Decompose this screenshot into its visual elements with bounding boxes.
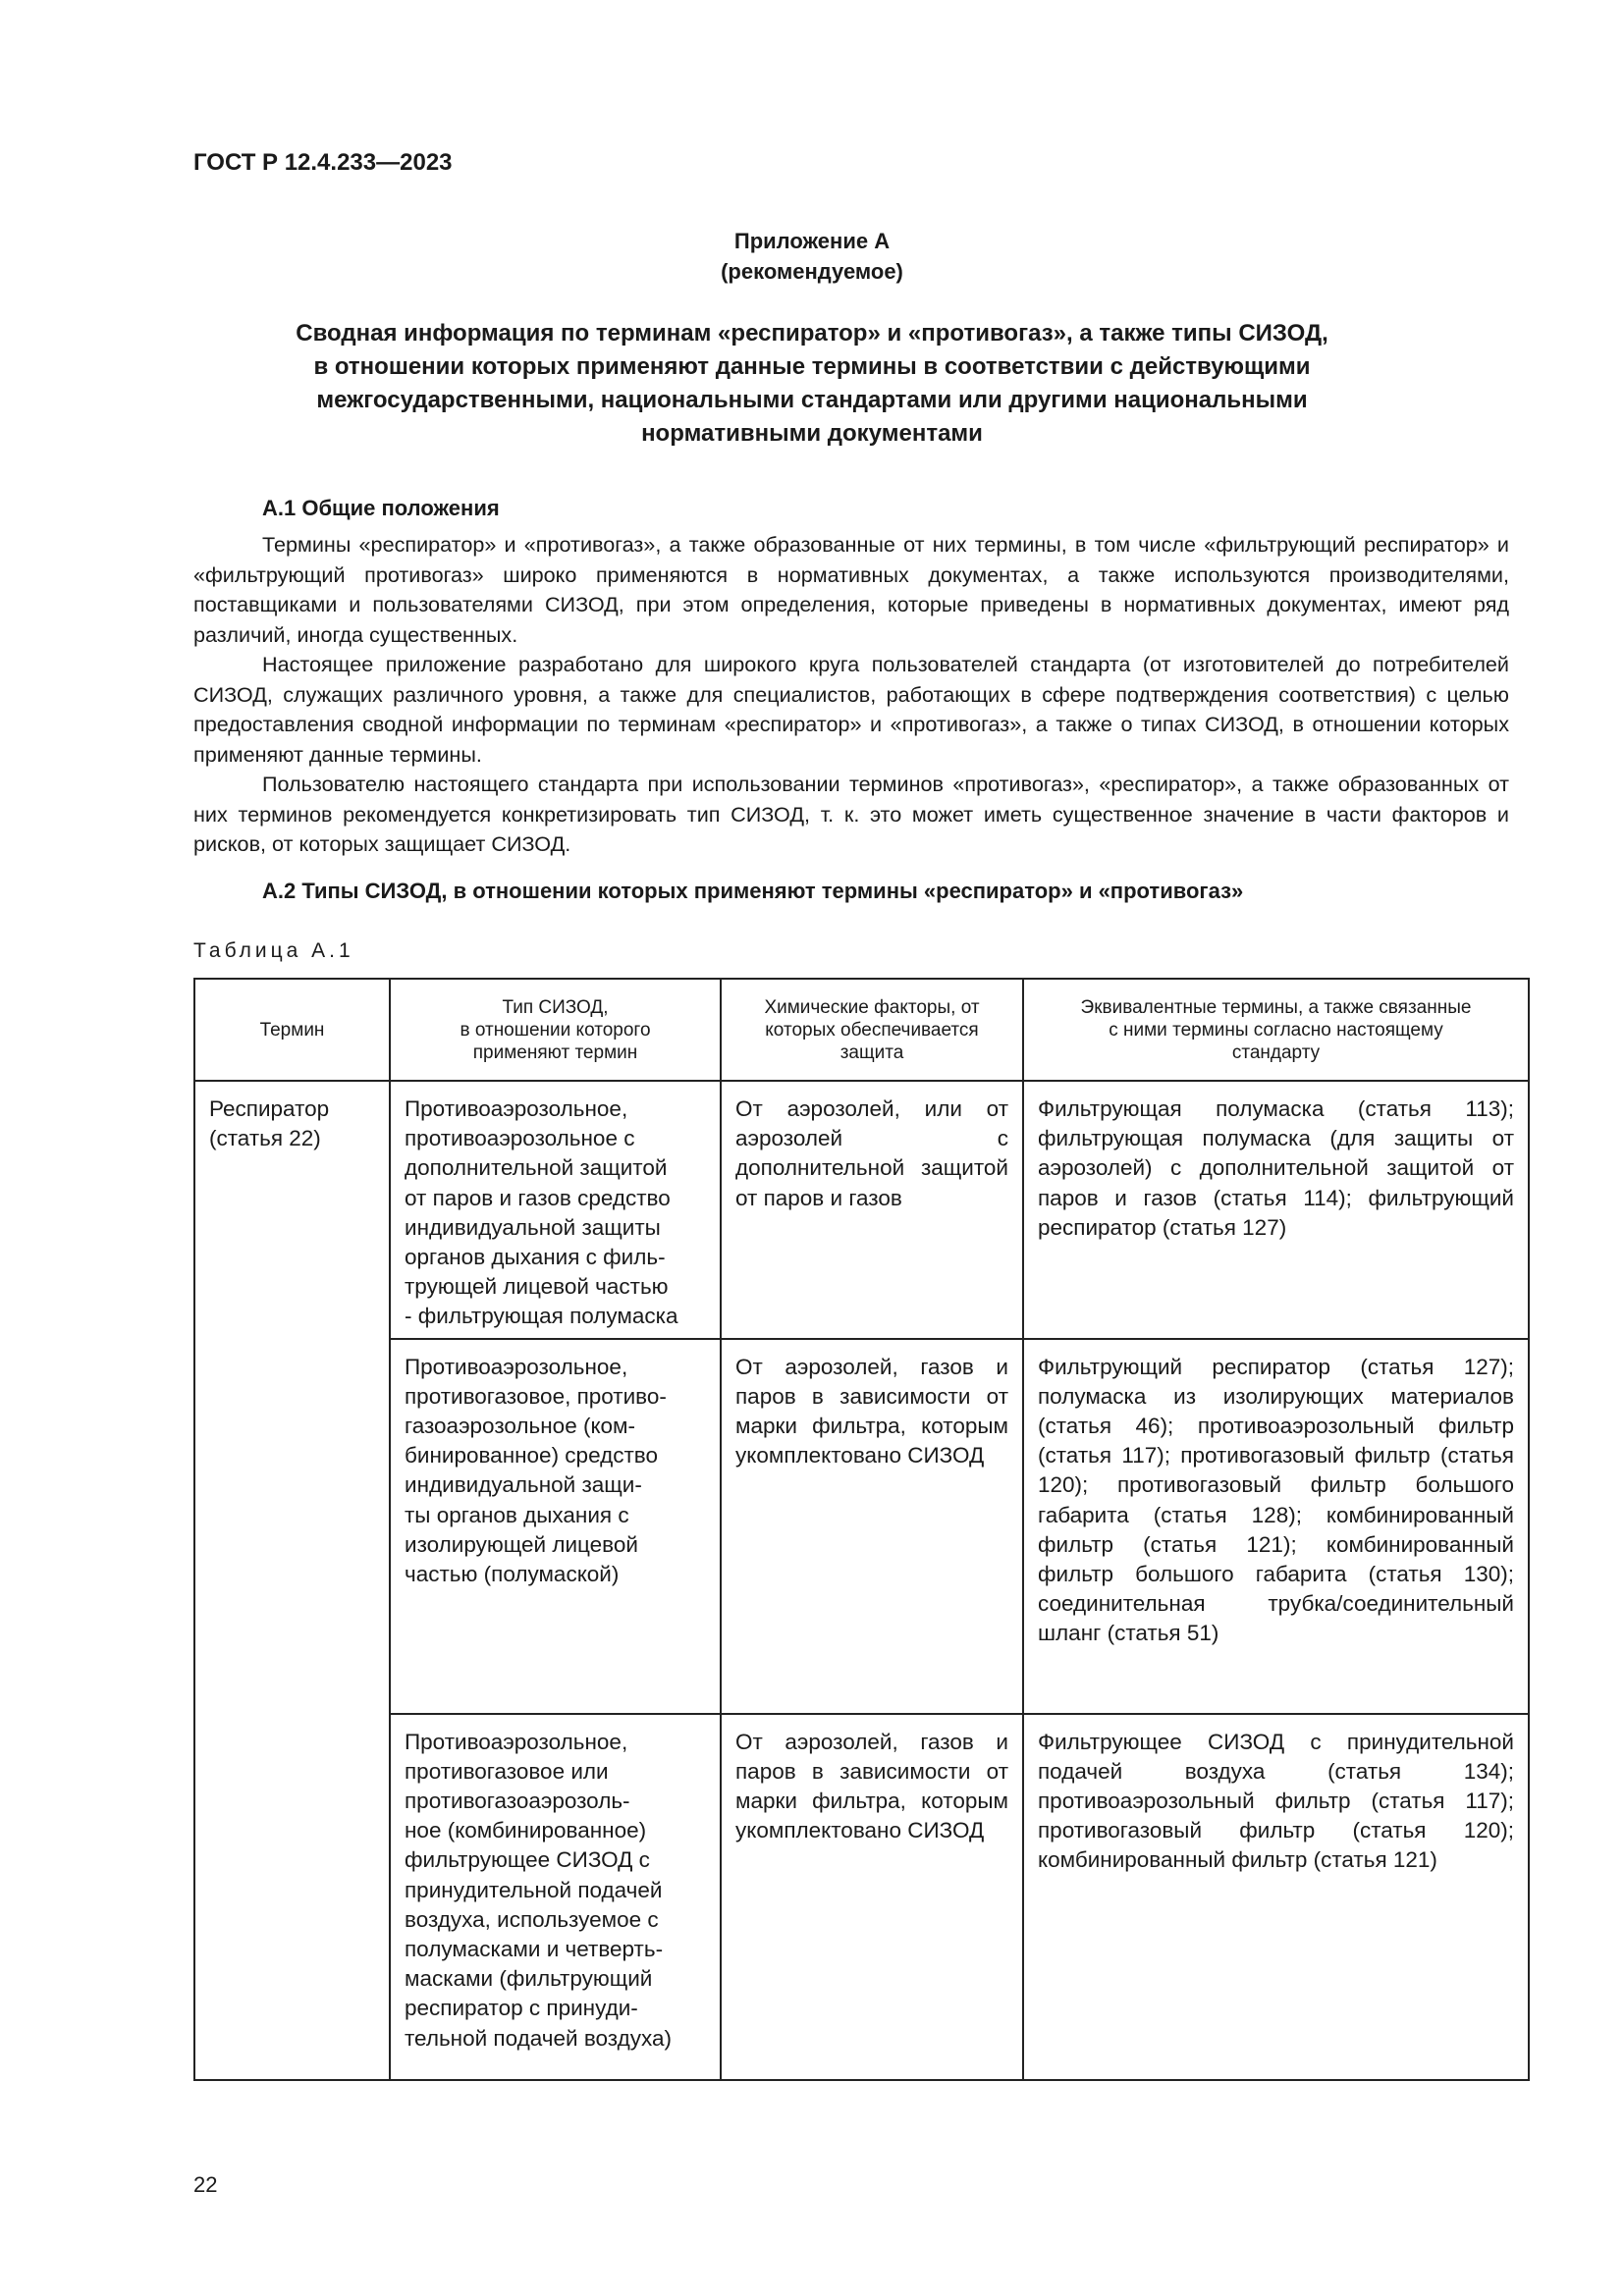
- equivalents-text: Фильтрующий респиратор (статья 127); полумаска из изолирующих материалов (статья 46); противоаэрозольный фильтр (статья 117); противогазовый фильтр (статья 120); противогазовый фильтр большого габарита (статья 128); комбинированный фильтр (статья 121); комбинированный фильтр большого габарита (статья 130); соединительная трубка/соединительный шланг (статья 51): [1038, 1354, 1514, 1646]
- factors-cell: [721, 1714, 1023, 2080]
- factors-text: От аэрозолей, газов и паров в зависимости от марки фильтра, которым укомплектовано СИЗОД: [735, 1354, 1008, 1468]
- annex-title: [193, 317, 1431, 451]
- factors-text: От аэрозолей, газов и паров в зависимости от марки фильтра, которым укомплектовано СИЗОД: [735, 1729, 1008, 1843]
- annex-status: (рекомендуемое): [721, 259, 903, 284]
- header-equivalents: [1023, 979, 1529, 1081]
- header-term-text: Термин: [259, 1019, 325, 1041]
- type-cell: [390, 1714, 721, 2080]
- factors-cell: [721, 1081, 1023, 1339]
- table-caption: Таблица А.1: [193, 939, 354, 962]
- header-type: [390, 979, 721, 1081]
- equivalents-cell: [1023, 1081, 1529, 1339]
- type-cell: [390, 1081, 721, 1339]
- annex-label: Приложение А: [733, 229, 891, 253]
- document-code: ГОСТ Р 12.4.233—2023: [193, 149, 453, 176]
- type-text: Противоаэрозольное, противогазовое, противо- газоаэрозольное (ком- бинированное) средство индивидуальной защи- ты органов дыхания с изолирующей лицевой частью (полумаской): [405, 1354, 667, 1587]
- header-type-text: Тип СИЗОД, в отношении которого применяют термин: [460, 996, 651, 1063]
- equivalents-cell: [1023, 1339, 1529, 1714]
- table-header-row: [194, 979, 1529, 1081]
- page-number: 22: [193, 2172, 218, 2197]
- paragraph: Настоящее приложение разработано для широкого круга пользователей стандарта (от изготовителей до потребителей СИЗОД, служащих различного уровня, а также для специалистов, работающих в сфере подтверждения соответствия) с целью предоставления сводной информации по терминам «респиратор» и «противогаз», а также о типах СИЗОД, в отношении которых применяют данные термины.: [193, 652, 1509, 767]
- term-cell: [194, 1081, 390, 2080]
- section-a1-body: [193, 530, 1509, 860]
- type-text: Противоаэрозольное, противоаэрозольное с дополнительной защитой от паров и газов средство индивидуальной защиты органов дыхания с филь- трующей лицевой частью - фильтрующая полумаска: [405, 1096, 678, 1329]
- section-a1-heading: А.1 Общие положения: [262, 496, 500, 520]
- factors-cell: [721, 1339, 1023, 1714]
- annex-title-line: нормативными документами: [641, 420, 983, 447]
- type-text: Противоаэрозольное, противогазовое или противогазоаэрозоль- ное (комбинированное) фильтрующее СИЗОД с принудительной подачей воздуха, используемое с полумасками и четверть- масками (фильтрующий респиратор с принуди- тельной подачей воздуха): [405, 1729, 672, 2051]
- factors-text: От аэрозолей, или от аэрозолей с дополнительной защитой от паров и газов: [735, 1096, 1008, 1210]
- equivalents-text: Фильтрующая полумаска (статья 113); фильтрующая полумаска (для защиты от аэрозолей) с дополнительной защитой от паров и газов (статья 114); фильтрующий респиратор (статья 127): [1038, 1096, 1514, 1240]
- annex-title-line: в отношении которых применяют данные термины в соответствии с действующими: [313, 353, 1311, 380]
- header-equivalents-text: Эквивалентные термины, а также связанные с ними термины согласно настоящему стандарту: [1080, 996, 1472, 1063]
- table-row: [194, 1339, 1529, 1714]
- table-row: [194, 1714, 1529, 2080]
- respirator-table: [193, 978, 1530, 2081]
- section-a2-heading: А.2 Типы СИЗОД, в отношении которых применяют термины «респиратор» и «противогаз»: [262, 879, 1244, 903]
- term-text: Респиратор (статья 22): [209, 1096, 330, 1151]
- paragraph: Термины «респиратор» и «противогаз», а также образованные от них термины, в том числе «фильтрующий респиратор» и «фильтрующий противогаз» широко применяются в нормативных документах, а также используются производителями, поставщиками и пользователями СИЗОД, при этом определения, которые приведены в нормативных документах, имеют ряд различий, иногда существенных.: [193, 532, 1509, 647]
- header-factors: [721, 979, 1023, 1081]
- annex-heading: [0, 226, 1624, 287]
- equivalents-cell: [1023, 1714, 1529, 2080]
- equivalents-text: Фильтрующее СИЗОД с принудительной подачей воздуха (статья 134); противоаэрозольный фильтр (статья 117); противогазовый фильтр (статья 120); комбинированный фильтр (статья 121): [1038, 1729, 1514, 1873]
- annex-title-line: межгосударственными, национальными стандартами или другими национальными: [316, 387, 1308, 413]
- annex-title-line: Сводная информация по терминам «респиратор» и «противогаз», а также типы СИЗОД,: [296, 320, 1328, 347]
- header-term: [194, 979, 390, 1081]
- header-factors-text: Химические факторы, от которых обеспечивается защита: [764, 996, 980, 1063]
- paragraph: Пользователю настоящего стандарта при использовании терминов «противогаз», «респиратор», а также образованных от них терминов рекомендуется конкретизировать тип СИЗОД, т. к. это может иметь существенное значение в части факторов и рисков, от которых защищает СИЗОД.: [193, 772, 1509, 856]
- table-row: [194, 1081, 1529, 1339]
- type-cell: [390, 1339, 721, 1714]
